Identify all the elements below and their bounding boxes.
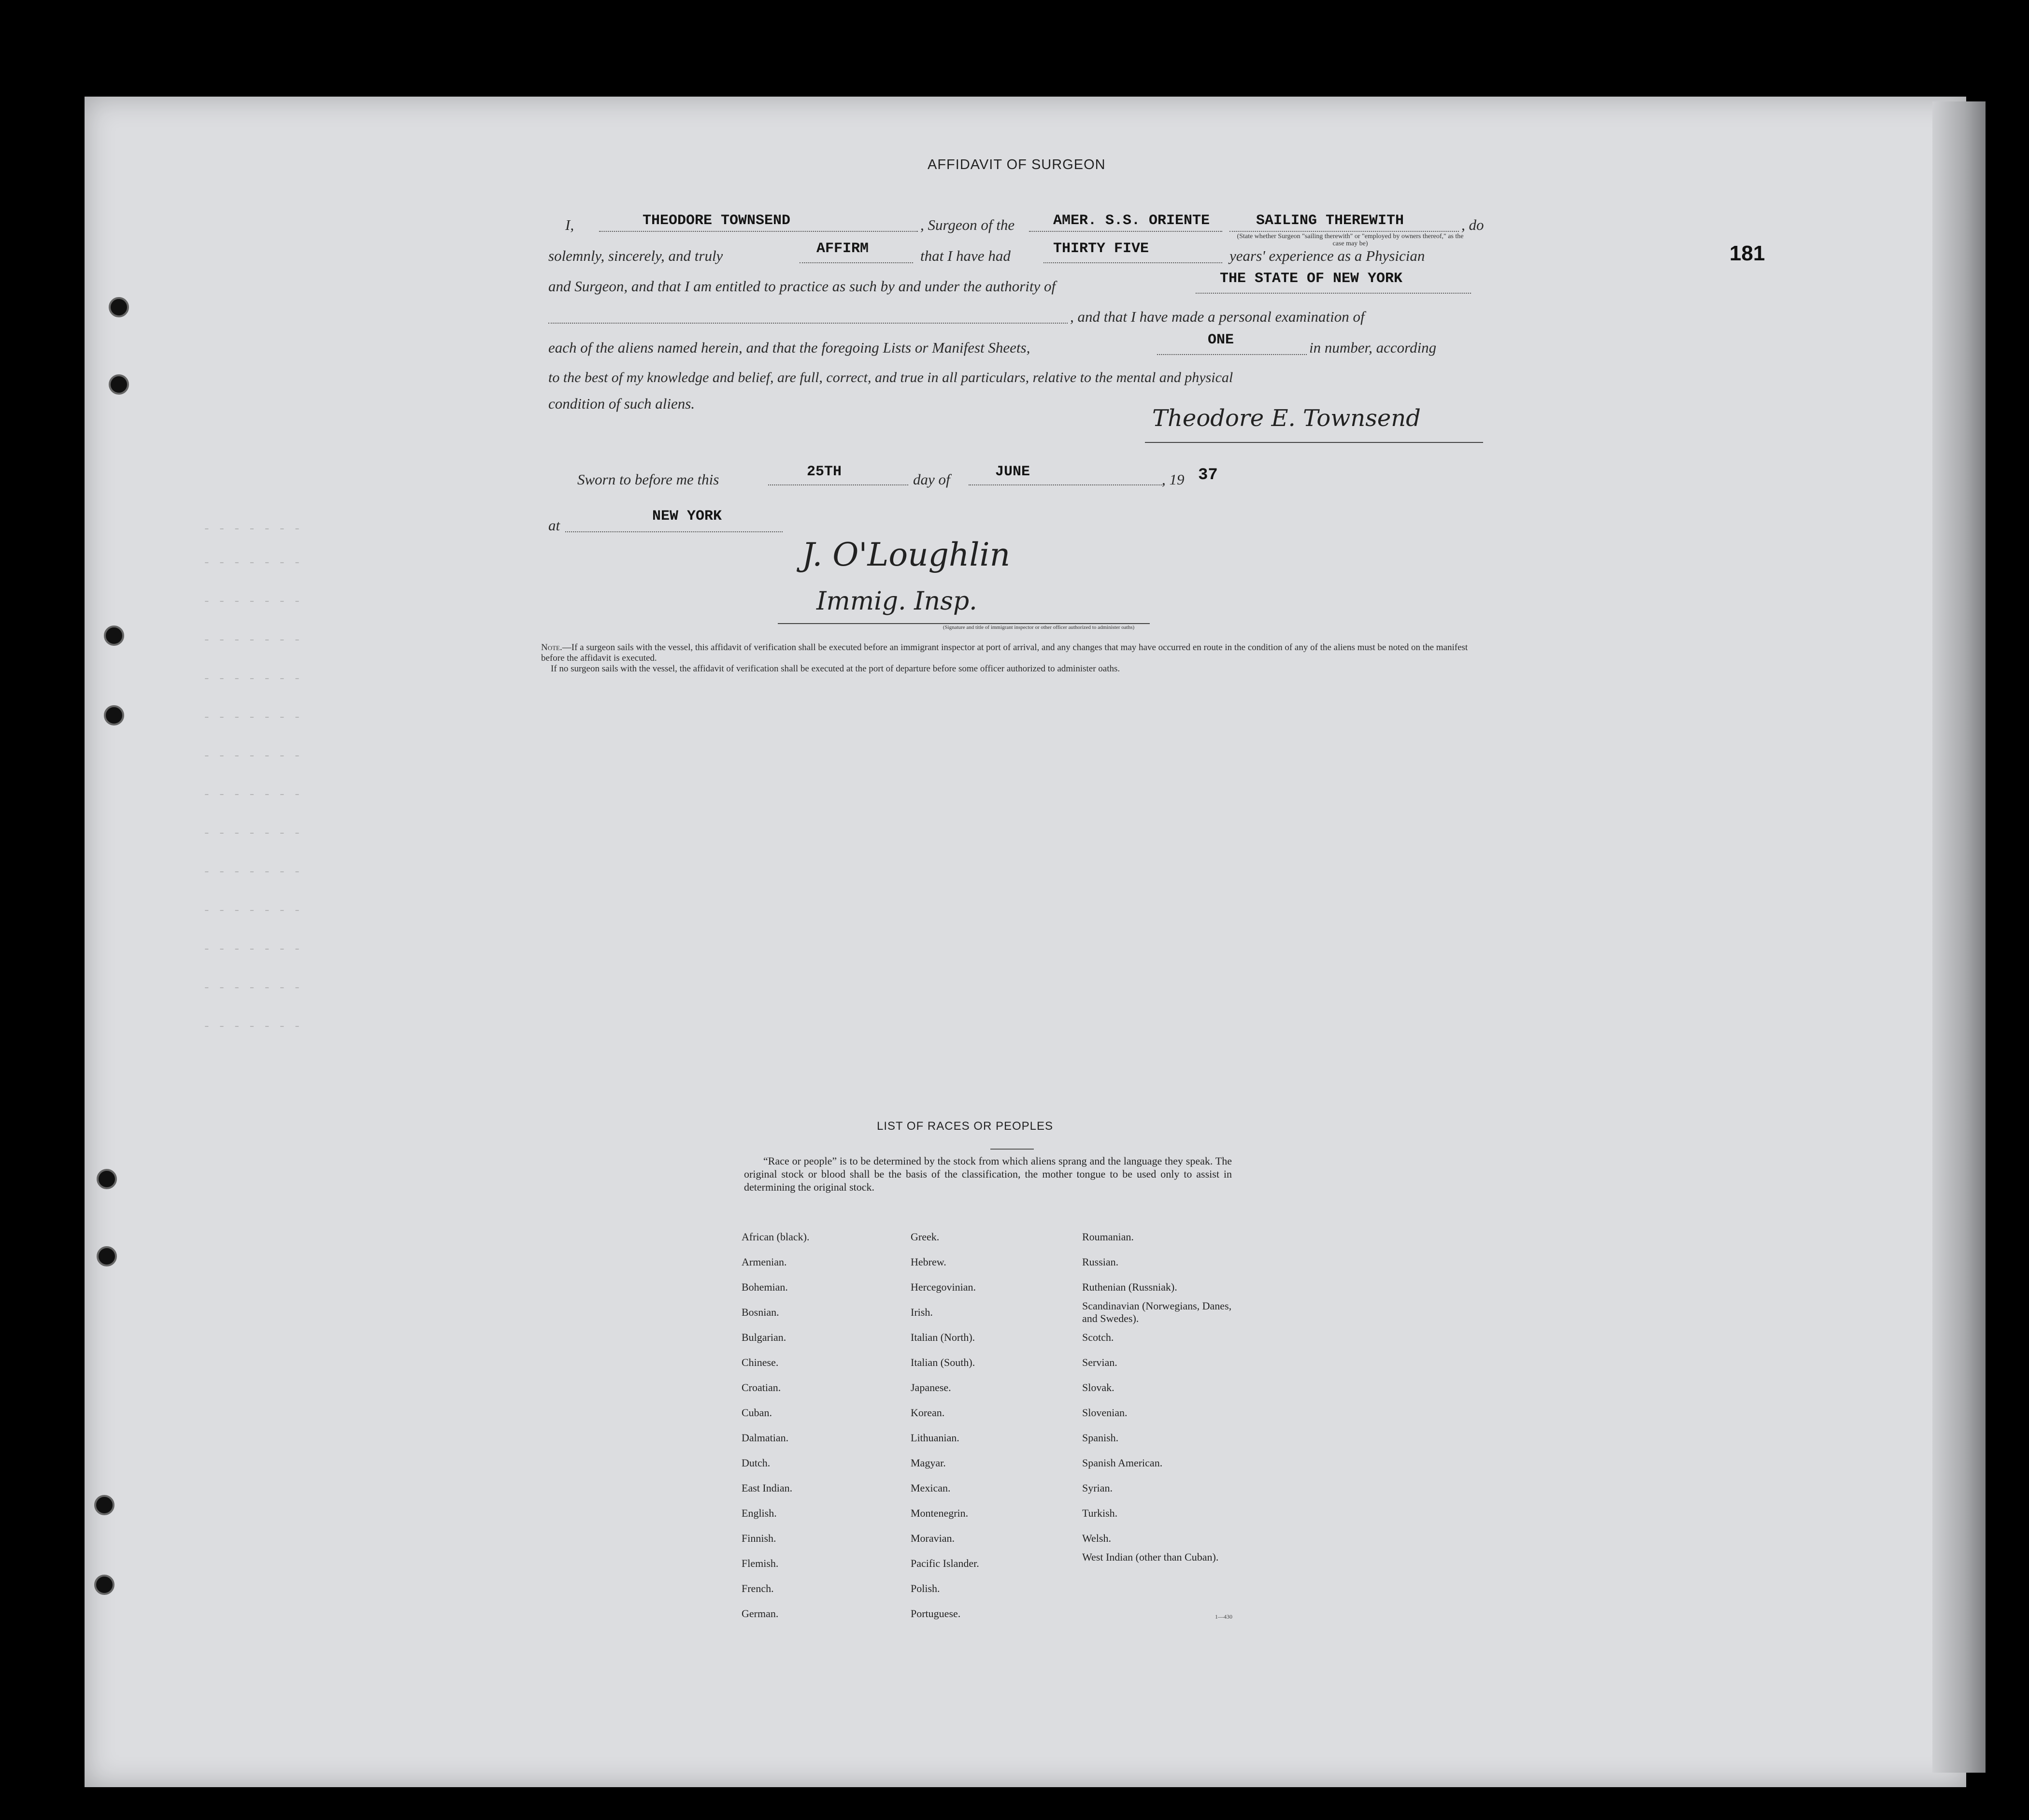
binder-hole xyxy=(94,1575,114,1595)
officer-signature: J. O'Loughlin xyxy=(802,536,1011,573)
authority-continued-blank xyxy=(548,304,1068,324)
race-item: Mexican. xyxy=(911,1482,951,1494)
races-title: LIST OF RACES OR PEOPLES xyxy=(877,1120,1053,1133)
binder-hole xyxy=(109,297,129,317)
line7-text: condition of such aliens. xyxy=(548,395,695,412)
race-item: Montenegrin. xyxy=(911,1507,969,1519)
affidavit-title: AFFIDAVIT OF SURGEON xyxy=(928,157,1106,172)
race-item: Spanish American. xyxy=(1082,1457,1163,1469)
races-column-1 xyxy=(742,1224,809,1626)
line3-text: and Surgeon, and that I am entitled to practice as such by and under the authority of xyxy=(548,278,1056,295)
race-item: Lithuanian. xyxy=(911,1432,959,1444)
race-item: Turkish. xyxy=(1082,1507,1118,1519)
race-item: Croatian. xyxy=(742,1381,781,1393)
race-item: Welsh. xyxy=(1082,1532,1111,1544)
race-item: Spanish. xyxy=(1082,1432,1119,1444)
race-item: Scandinavian (Norwegians, Danes, and Swedes). xyxy=(1082,1300,1232,1324)
race-item: Italian (South). xyxy=(911,1356,975,1368)
line1-end: , do xyxy=(1461,216,1484,233)
race-item: Slovenian. xyxy=(1082,1407,1128,1419)
line5-end: in number, according xyxy=(1309,339,1437,356)
sworn-place: NEW YORK xyxy=(652,508,722,525)
line5-prefix: each of the aliens named herein, and that the foregoing Lists or Manifest Sheets, xyxy=(548,339,1030,356)
race-item: Servian. xyxy=(1082,1356,1117,1368)
line2-prefix: solemnly, sincerely, and truly xyxy=(548,247,723,264)
race-item: Pacific Islander. xyxy=(911,1557,979,1569)
race-item: French. xyxy=(742,1582,774,1594)
race-item: Russian. xyxy=(1082,1256,1119,1268)
race-item: Irish. xyxy=(911,1306,933,1318)
status-note: (State whether Surgeon "sailing therewith" or "employed by owners thereof," as the case may be) xyxy=(1237,233,1464,247)
race-item: German. xyxy=(742,1607,779,1620)
sworn-day: 25TH xyxy=(807,464,842,480)
race-item: Polish. xyxy=(911,1582,940,1594)
officer-caption: (Signature and title of immigrant inspector or other officer authorized to administer oaths) xyxy=(943,625,1135,630)
race-item: Armenian. xyxy=(742,1256,787,1268)
sworn-prefix: Sworn to before me this xyxy=(577,471,719,488)
surgeon-name: THEODORE TOWNSEND xyxy=(643,213,791,229)
race-item: Dutch. xyxy=(742,1457,771,1469)
note-text-2: If no surgeon sails with the vessel, the affidavit of verification shall be executed at the port of departure before some officer authorized to administer oaths. xyxy=(551,664,1120,674)
signature-line xyxy=(1145,442,1483,443)
race-item: Magyar. xyxy=(911,1457,946,1469)
binder-hole xyxy=(97,1169,117,1189)
line1-prefix: I, xyxy=(565,216,574,233)
surgeon-status: SAILING THEREWITH xyxy=(1256,213,1404,229)
surgeon-signature: Theodore E. Townsend xyxy=(1152,405,1421,432)
sworn-year-prefix: , 19 xyxy=(1162,471,1185,488)
races-column-3 xyxy=(1082,1224,1242,1576)
line4-text: , and that I have made a personal examination of xyxy=(1070,308,1365,325)
race-item: Hebrew. xyxy=(911,1256,946,1268)
races-intro: “Race or people” is to be determined by the stock from which aliens sprang and the language they speak. The original stock or blood shall be the basis of the classification, the mother tongue to be used only to assist in determining the original stock. xyxy=(744,1155,1232,1193)
race-item: East Indian. xyxy=(742,1482,793,1494)
binder-hole xyxy=(94,1495,114,1515)
race-item: West Indian (other than Cuban). xyxy=(1082,1551,1219,1563)
authority: THE STATE OF NEW YORK xyxy=(1220,270,1403,287)
oath-word: AFFIRM xyxy=(816,241,869,257)
races-column-2 xyxy=(911,1224,979,1626)
race-item: Chinese. xyxy=(742,1356,779,1368)
affidavit-note xyxy=(541,642,1469,674)
line2-mid: that I have had xyxy=(920,247,1011,264)
race-item: Moravian. xyxy=(911,1532,955,1544)
sworn-month: JUNE xyxy=(995,464,1030,480)
race-item: English. xyxy=(742,1507,777,1519)
officer-title: Immig. Insp. xyxy=(816,587,977,616)
note-text-1: —If a surgeon sails with the vessel, this affidavit of verification shall be executed before an immigrant inspector at port of arrival, and any changes that may have occurred en route in the condition of any of the aliens must be noted on the manifest before the affidavit is executed. xyxy=(541,642,1468,663)
note-label: Note. xyxy=(541,642,562,653)
sheet-count: ONE xyxy=(1208,332,1234,348)
form-code: 1—430 xyxy=(1215,1613,1232,1620)
page-number: 181 xyxy=(1729,242,1765,265)
binder-hole xyxy=(104,705,124,725)
sworn-day-of: day of xyxy=(913,471,950,488)
race-item: Dalmatian. xyxy=(742,1432,789,1444)
race-item: Flemish. xyxy=(742,1557,779,1569)
race-item: Scotch. xyxy=(1082,1331,1114,1343)
vessel-name: AMER. S.S. ORIENTE xyxy=(1053,213,1210,229)
line2-end: years' experience as a Physician xyxy=(1229,247,1425,264)
races-title-rule xyxy=(990,1149,1034,1150)
line1-mid: , Surgeon of the xyxy=(920,216,1015,233)
race-item: Hercegovinian. xyxy=(911,1281,976,1293)
race-item: Syrian. xyxy=(1082,1482,1113,1494)
race-item: Cuban. xyxy=(742,1407,772,1419)
race-item: Slovak. xyxy=(1082,1381,1115,1393)
race-item: Ruthenian (Russniak). xyxy=(1082,1281,1177,1293)
race-item: Bulgarian. xyxy=(742,1331,786,1343)
sheet-edge xyxy=(1932,101,1986,1773)
race-item: Bosnian. xyxy=(742,1306,779,1318)
line6-text: to the best of my knowledge and belief, are full, correct, and true in all particulars, relative to the mental and physical xyxy=(548,370,1233,385)
years-experience: THIRTY FIVE xyxy=(1053,241,1149,257)
race-item: Korean. xyxy=(911,1407,945,1419)
binder-hole xyxy=(109,374,129,395)
faded-manifest-bleedthrough: - - - - - - - - - - - - - - - - - - - - - - - - - - - - - - - - - - - - - - - - - - - - - - - - - - - - - - - - - - - - - - - - - - - - - - - - - - - - - - - - - - - - - - - - - - - - - - - - - - xyxy=(193,517,1787,1053)
binder-hole xyxy=(104,626,124,646)
race-item: Bohemian. xyxy=(742,1281,788,1293)
race-item: Italian (North). xyxy=(911,1331,975,1343)
race-item: Portuguese. xyxy=(911,1607,961,1620)
binder-hole xyxy=(97,1246,117,1266)
sworn-at: at xyxy=(548,517,560,534)
sworn-year: 37 xyxy=(1198,466,1218,484)
race-item: Roumanian. xyxy=(1082,1231,1134,1243)
race-item: Greek. xyxy=(911,1231,940,1243)
race-item: African (black). xyxy=(742,1231,810,1243)
race-item: Finnish. xyxy=(742,1532,776,1544)
race-item: Japanese. xyxy=(911,1381,951,1393)
